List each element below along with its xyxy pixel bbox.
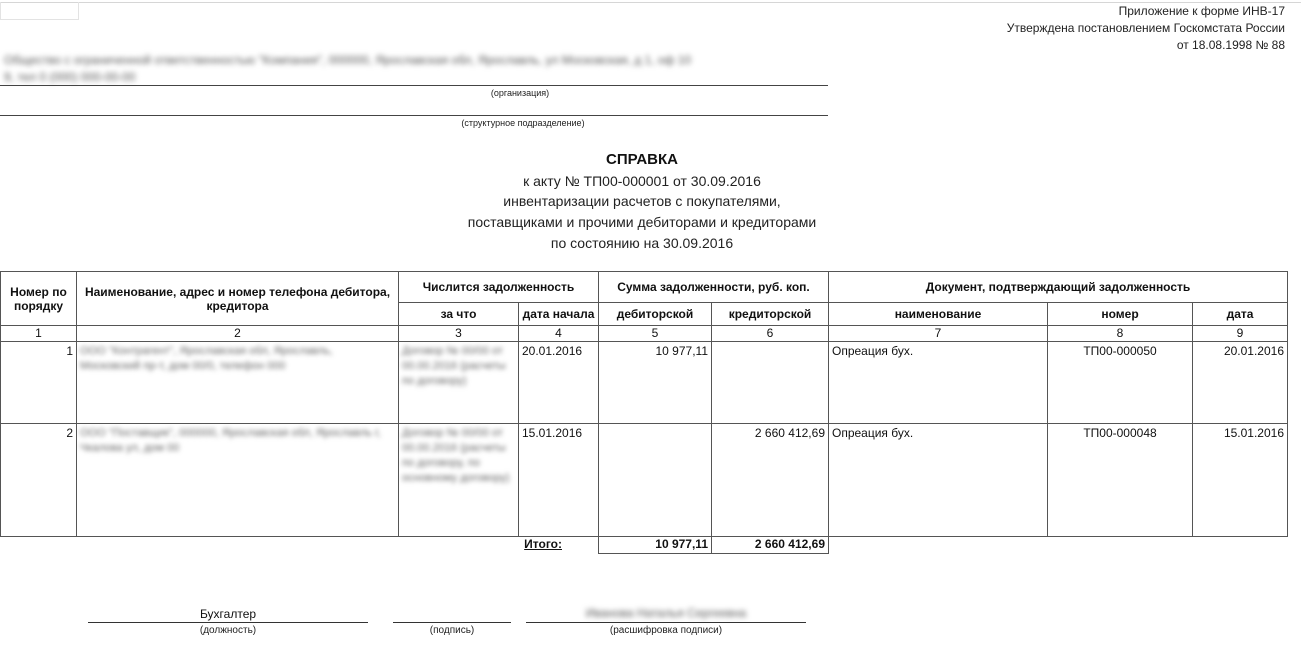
- header-name: Наименование, адрес и номер телефона дебитора, кредитора: [77, 272, 399, 326]
- total-label: Итого:: [524, 537, 562, 551]
- signature-line: [393, 622, 511, 623]
- col-number: 2: [77, 326, 399, 342]
- header-credit: кредиторской: [712, 303, 829, 326]
- header-debit: дебиторской: [599, 303, 712, 326]
- row-name: ООО "Контрагент", Ярославская обл, Ярославль, Московский пр-т, дом 00/0, телефон 000: [80, 345, 333, 372]
- org-name-line-1: Общество с ограниченной ответственностью "Компания", 000000, Ярославская обл, Ярославль, ул Московская, д 1, оф 10: [4, 53, 692, 67]
- org-caption: (организация): [490, 88, 550, 98]
- header-sum: Сумма задолженности, руб. коп.: [599, 272, 829, 303]
- row-name: ООО "Поставщик", 000000, Ярославская обл, Ярославль г, Чкалова ул, дом 00: [80, 427, 381, 454]
- row-doc-name: Опреация бух.: [829, 342, 1048, 424]
- row-num: 2: [1, 424, 77, 537]
- appendix-line-3: от 18.08.1998 № 88: [1176, 38, 1285, 52]
- col-number: 9: [1193, 326, 1288, 342]
- row-doc-date: 20.01.2016: [1193, 342, 1288, 424]
- col-number: 5: [599, 326, 712, 342]
- name-line: [526, 622, 806, 623]
- col-number: 4: [519, 326, 599, 342]
- table-row: [1, 424, 1288, 537]
- header-doc: Документ, подтверждающий задолженность: [829, 272, 1288, 303]
- document-title: СПРАВКА: [606, 151, 678, 168]
- row-start-date: 20.01.2016: [519, 342, 599, 424]
- header-start-date: дата начала: [519, 303, 599, 326]
- header-doc-num: номер: [1048, 303, 1193, 326]
- row-doc-date: 15.01.2016: [1193, 424, 1288, 537]
- heading-line-2: инвентаризации расчетов с покупателями,: [503, 193, 781, 209]
- col-number: 6: [712, 326, 829, 342]
- row-doc-name: Опреация бух.: [829, 424, 1048, 537]
- total-row: [1, 537, 1288, 554]
- col-number: 8: [1048, 326, 1193, 342]
- table-row: [1, 342, 1288, 424]
- row-doc-num: ТП00-000048: [1048, 424, 1193, 537]
- heading-line-3: поставщиками и прочими дебиторами и кредиторами: [467, 214, 817, 230]
- viewer-top-border: [0, 2, 1301, 3]
- col-number: 3: [399, 326, 519, 342]
- row-num: 1: [1, 342, 77, 424]
- row-start-date: 15.01.2016: [519, 424, 599, 537]
- col-number: 1: [1, 326, 77, 342]
- signature-caption: (подпись): [429, 625, 475, 636]
- viewer-corner-box: [0, 2, 79, 20]
- header-num: Номер по порядку: [1, 272, 77, 326]
- row-debit: [599, 424, 712, 537]
- header-debt-listed: Числится задолженность: [399, 272, 599, 303]
- row-credit: [712, 342, 829, 424]
- col-number: 7: [829, 326, 1048, 342]
- appendix-line-2: Утверждена постановлением Госкомстата России: [1006, 21, 1285, 35]
- position-line: [88, 622, 368, 623]
- org-underline: [0, 85, 828, 86]
- debt-table: [0, 271, 1288, 554]
- row-credit: 2 660 412,69: [712, 424, 829, 537]
- total-debit: 10 977,11: [599, 537, 712, 554]
- header-doc-date: дата: [1193, 303, 1288, 326]
- heading-date-line: по состоянию на 30.09.2016: [550, 235, 734, 251]
- position-caption: (должность): [199, 625, 257, 636]
- total-credit: 2 660 412,69: [712, 537, 829, 554]
- row-for-what: Договор № 00/00 от 00.00.2016 (расчеты по договору): [402, 345, 506, 387]
- division-underline: [0, 115, 828, 116]
- division-caption: (структурное подразделение): [461, 118, 585, 128]
- row-debit: 10 977,11: [599, 342, 712, 424]
- name-caption: (расшифровка подписи): [609, 625, 723, 636]
- row-for-what: Договор № 00/00 от 00.00.2016 (расчеты по договору, по основному договору): [402, 427, 510, 484]
- signer-name: Иванова Наталья Сергеевна: [585, 606, 747, 620]
- signer-position: Бухгалтер: [199, 607, 257, 621]
- appendix-line-1: Приложение к форме ИНВ-17: [1118, 4, 1285, 18]
- org-name-line-2: 9, тел 0 (000) 000-00-00: [4, 70, 136, 84]
- header-doc-name: наименование: [829, 303, 1048, 326]
- header-for-what: за что: [399, 303, 519, 326]
- heading-act-line: к акту № ТП00-000001 от 30.09.2016: [523, 173, 761, 189]
- row-doc-num: ТП00-000050: [1048, 342, 1193, 424]
